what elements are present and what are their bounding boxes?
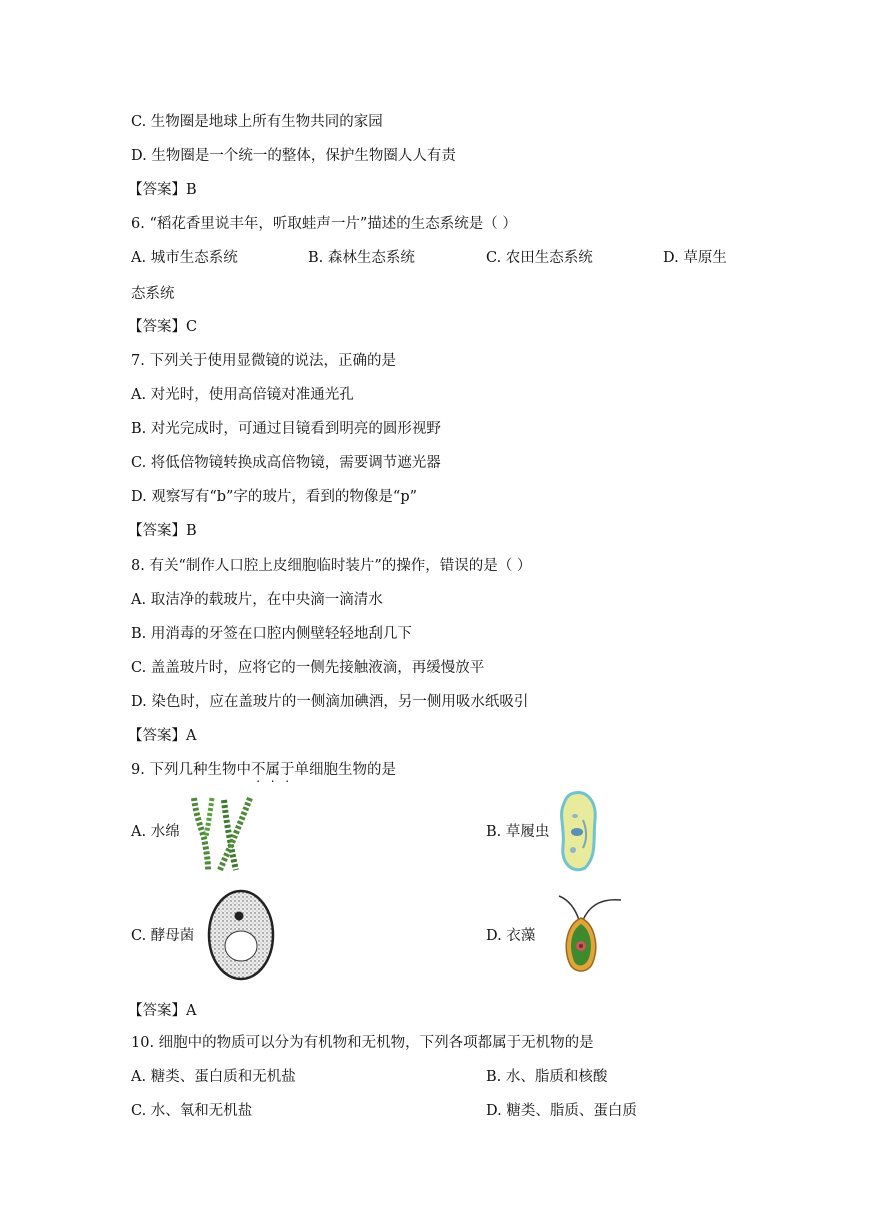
q10-option-c: C. 水、氧和无机盐 <box>131 1103 253 1119</box>
q5-option-c: C. 生物圈是地球上所有生物共同的家园 <box>131 114 383 130</box>
q9-emphasis-char-3: 于 <box>279 762 295 778</box>
q9-answer: 【答案】A <box>128 1003 197 1019</box>
q9-emphasis-char-2: 属 <box>265 762 280 778</box>
q7-option-a: A. 对光时，使用高倍镜对准通光孔 <box>131 387 354 403</box>
q10-stem: 10. 细胞中的物质可以分为有机物和无机物，下列各项都属于无机物的是 <box>131 1035 594 1051</box>
q9-stem <box>131 760 396 780</box>
q7-option-b: B. 对光完成时，可通过目镜看到明亮的圆形视野 <box>131 421 441 437</box>
q6-stem: 6. “稻花香里说丰年，听取蛙声一片”描述的生态系统是（ ） <box>131 216 517 232</box>
q8-stem: 8. 有关“制作人口腔上皮细胞临时装片”的操作，错误的是（ ） <box>131 558 532 574</box>
q10-option-d: D. 糖类、脂质、蛋白质 <box>486 1103 637 1119</box>
yeast-image <box>206 888 276 982</box>
q9-option-a: A. 水绵 <box>131 824 180 840</box>
q9-option-b: B. 草履虫 <box>486 824 550 840</box>
q9-stem-prefix: 9. 下列几种生物中 <box>131 762 251 778</box>
q7-stem: 7. 下列关于使用显微镜的说法，正确的是 <box>131 353 396 369</box>
q9-emphasis-char-1: 不 <box>250 762 266 778</box>
q8-option-b: B. 用消毒的牙签在口腔内侧壁轻轻地刮几下 <box>131 626 412 642</box>
q6-option-a: A. 城市生态系统 <box>131 250 238 266</box>
q10-option-b: B. 水、脂质和核酸 <box>486 1069 608 1085</box>
q7-option-c: C. 将低倍物镜转换成高倍物镜，需要调节遮光器 <box>131 455 441 471</box>
q9-option-c: C. 酵母菌 <box>131 928 195 944</box>
q5-answer: 【答案】B <box>128 182 197 198</box>
q6-option-d-continued: 态系统 <box>131 286 175 302</box>
q10-option-a: A. 糖类、蛋白质和无机盐 <box>131 1069 296 1085</box>
q6-option-d: D. 草原生 <box>663 250 727 266</box>
paramecium-image <box>557 790 601 872</box>
chlamydomonas-image <box>555 890 625 982</box>
q9-option-d: D. 衣藻 <box>486 928 536 944</box>
spirogyra-image <box>186 796 258 872</box>
q8-answer: 【答案】A <box>128 728 197 744</box>
q7-option-d: D. 观察写有“b”字的玻片，看到的物像是“p” <box>131 489 418 505</box>
q8-option-a: A. 取洁净的载玻片，在中央滴一滴清水 <box>131 592 383 608</box>
q9-stem-suffix: 单细胞生物的是 <box>294 762 396 778</box>
q7-answer: 【答案】B <box>128 523 197 539</box>
q6-option-b: B. 森林生态系统 <box>308 250 415 266</box>
q5-option-d: D. 生物圈是一个统一的整体，保护生物圈人人有责 <box>131 148 456 164</box>
q6-option-c: C. 农田生态系统 <box>486 250 593 266</box>
q8-option-c: C. 盖盖玻片时，应将它的一侧先接触液滴，再缓慢放平 <box>131 660 485 676</box>
q8-option-d: D. 染色时，应在盖玻片的一侧滴加碘酒，另一侧用吸水纸吸引 <box>131 694 529 710</box>
q6-answer: 【答案】C <box>128 319 198 335</box>
